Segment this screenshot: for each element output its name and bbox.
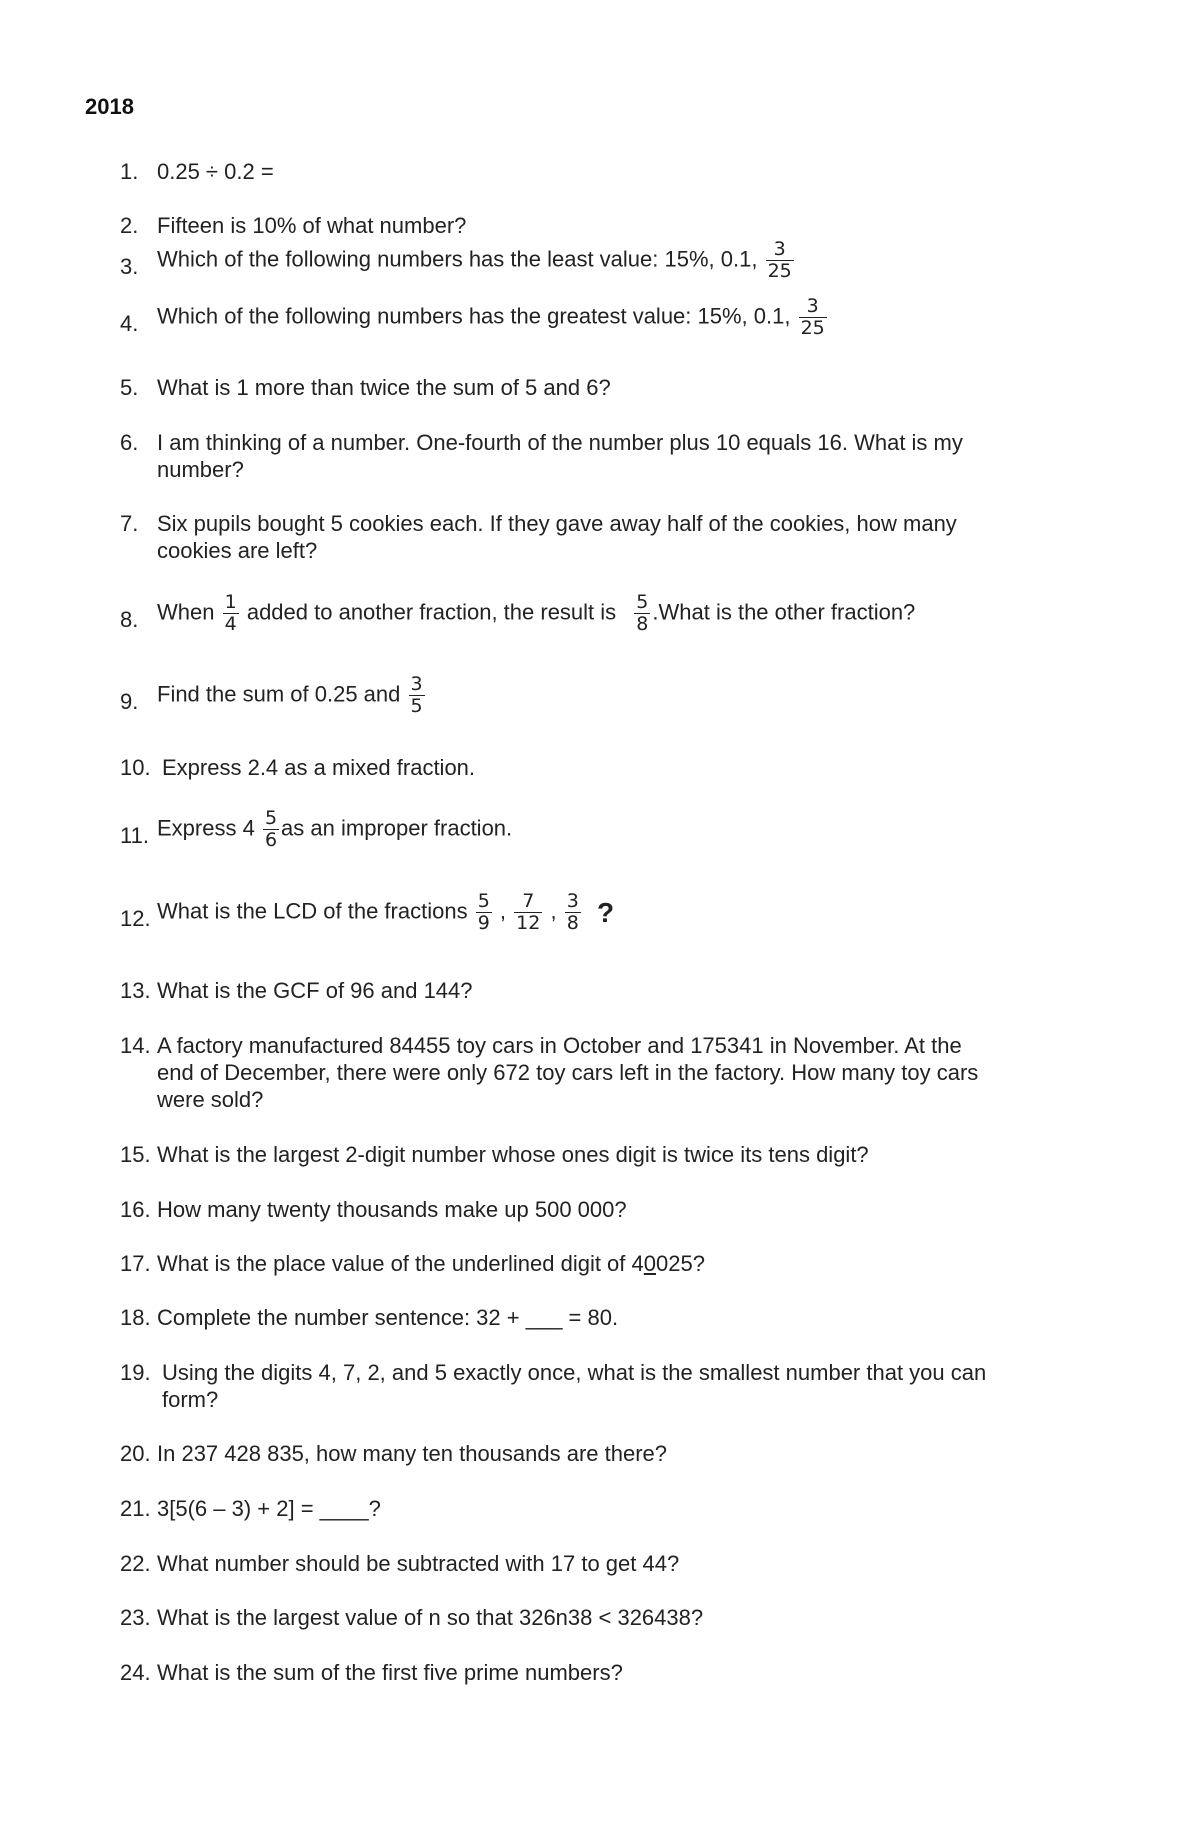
question-number: 23. <box>120 1605 151 1630</box>
fraction: $\frac{3}{25}$ <box>800 295 825 339</box>
question-number: 24. <box>120 1660 151 1685</box>
question-mark: ? <box>596 897 615 928</box>
question-text: Complete the number sentence: 32 + ___ = 80. <box>157 1305 619 1330</box>
question-number: 21. <box>120 1496 151 1521</box>
question-number: 14. <box>120 1033 151 1058</box>
fraction-separator: , <box>550 898 557 924</box>
question-text: Express 2.4 as a mixed fraction. <box>162 755 476 780</box>
fraction: $\frac{1}{4}$ <box>224 591 237 635</box>
question-number: 4. <box>120 311 139 336</box>
question-number: 8. <box>120 607 139 632</box>
question-number: 13. <box>120 978 151 1003</box>
question-number: 3. <box>120 254 139 279</box>
fraction: $\frac{5}{8}$ <box>636 591 649 635</box>
underlined-digit: 0 <box>643 1251 656 1276</box>
question-text: What is 1 more than twice the sum of 5 and 6? <box>157 375 611 400</box>
fraction: $\frac{7}{12}$ <box>516 890 541 934</box>
fraction: $\frac{5}{6}$ <box>264 807 278 851</box>
question-text: A factory manufactured 84455 toy cars in October and 175341 in November. At the end of December, there were only 672 toy cars left in the factory. How many toy cars were sold? <box>157 1033 979 1112</box>
question-number: 6. <box>120 430 139 455</box>
question-number: 12. <box>120 906 151 931</box>
question-number: 10. <box>120 755 151 780</box>
question-number: 11. <box>120 823 149 848</box>
fraction: $\frac{3}{5}$ <box>410 673 423 717</box>
question-number: 15. <box>120 1142 151 1167</box>
question-text-part: 025? <box>656 1251 705 1276</box>
question-text: 3[5(6 – 3) + 2] = ____? <box>157 1496 381 1521</box>
question-number: 7. <box>120 511 139 536</box>
question-number: 16. <box>120 1197 151 1222</box>
question-text: Six pupils bought 5 cookies each. If they gave away half of the cookies, how many cookies are left? <box>157 511 957 563</box>
question-text: Which of the following numbers has the greatest value: 15%, 0.1, <box>157 303 791 329</box>
question-text: Which of the following numbers has the least value: 15%, 0.1, <box>157 246 758 272</box>
question-text: What is the sum of the first five prime numbers? <box>157 1660 623 1685</box>
question-text: 0.25 ÷ 0.2 = <box>157 159 274 184</box>
question-text-part: When <box>157 599 215 625</box>
question-number: 17. <box>120 1251 151 1276</box>
question-text: Using the digits 4, 7, 2, and 5 exactly once, what is the smallest number that you can form? <box>162 1360 987 1412</box>
question-number: 19. <box>120 1360 151 1385</box>
question-text: What is the largest value of n so that 326n38 < 326438? <box>157 1605 704 1630</box>
fraction-separator: , <box>499 898 507 924</box>
question-text: I am thinking of a number. One-fourth of the number plus 10 equals 16. What is my number? <box>157 430 963 482</box>
question-number: 1. <box>120 159 139 184</box>
question-text: Find the sum of 0.25 and <box>157 681 401 707</box>
question-number: 9. <box>120 689 139 714</box>
question-number: 5. <box>120 375 139 400</box>
question-number: 18. <box>120 1305 151 1330</box>
question-text: How many twenty thousands make up 500 000? <box>157 1197 627 1222</box>
page-title: 2018 <box>85 94 134 119</box>
question-text: In 237 428 835, how many ten thousands are there? <box>157 1441 668 1466</box>
question-text-part: What is the place value of the underlined digit of 4 <box>157 1251 644 1276</box>
question-number: 22. <box>120 1551 151 1576</box>
fraction: $\frac{3}{8}$ <box>566 890 579 934</box>
question-text-part: added to another fraction, the result is <box>246 599 617 625</box>
fraction: $\frac{5}{9}$ <box>477 890 490 934</box>
question-number: 2. <box>120 213 139 238</box>
question-text-part: .What is the other fraction? <box>652 599 916 625</box>
question-text: What is the GCF of 96 and 144? <box>157 978 473 1003</box>
question-number: 20. <box>120 1441 151 1466</box>
fraction: $\frac{3}{25}$ <box>767 238 792 282</box>
question-text-part: Express 4 <box>157 815 255 841</box>
question-text: Fifteen is 10% of what number? <box>157 213 467 238</box>
question-text-part: as an improper fraction. <box>281 815 513 841</box>
question-text: What number should be subtracted with 17 to get 44? <box>157 1551 680 1576</box>
question-text: What is the LCD of the fractions <box>157 898 468 924</box>
question-text: What is the largest 2-digit number whose ones digit is twice its tens digit? <box>157 1142 869 1167</box>
